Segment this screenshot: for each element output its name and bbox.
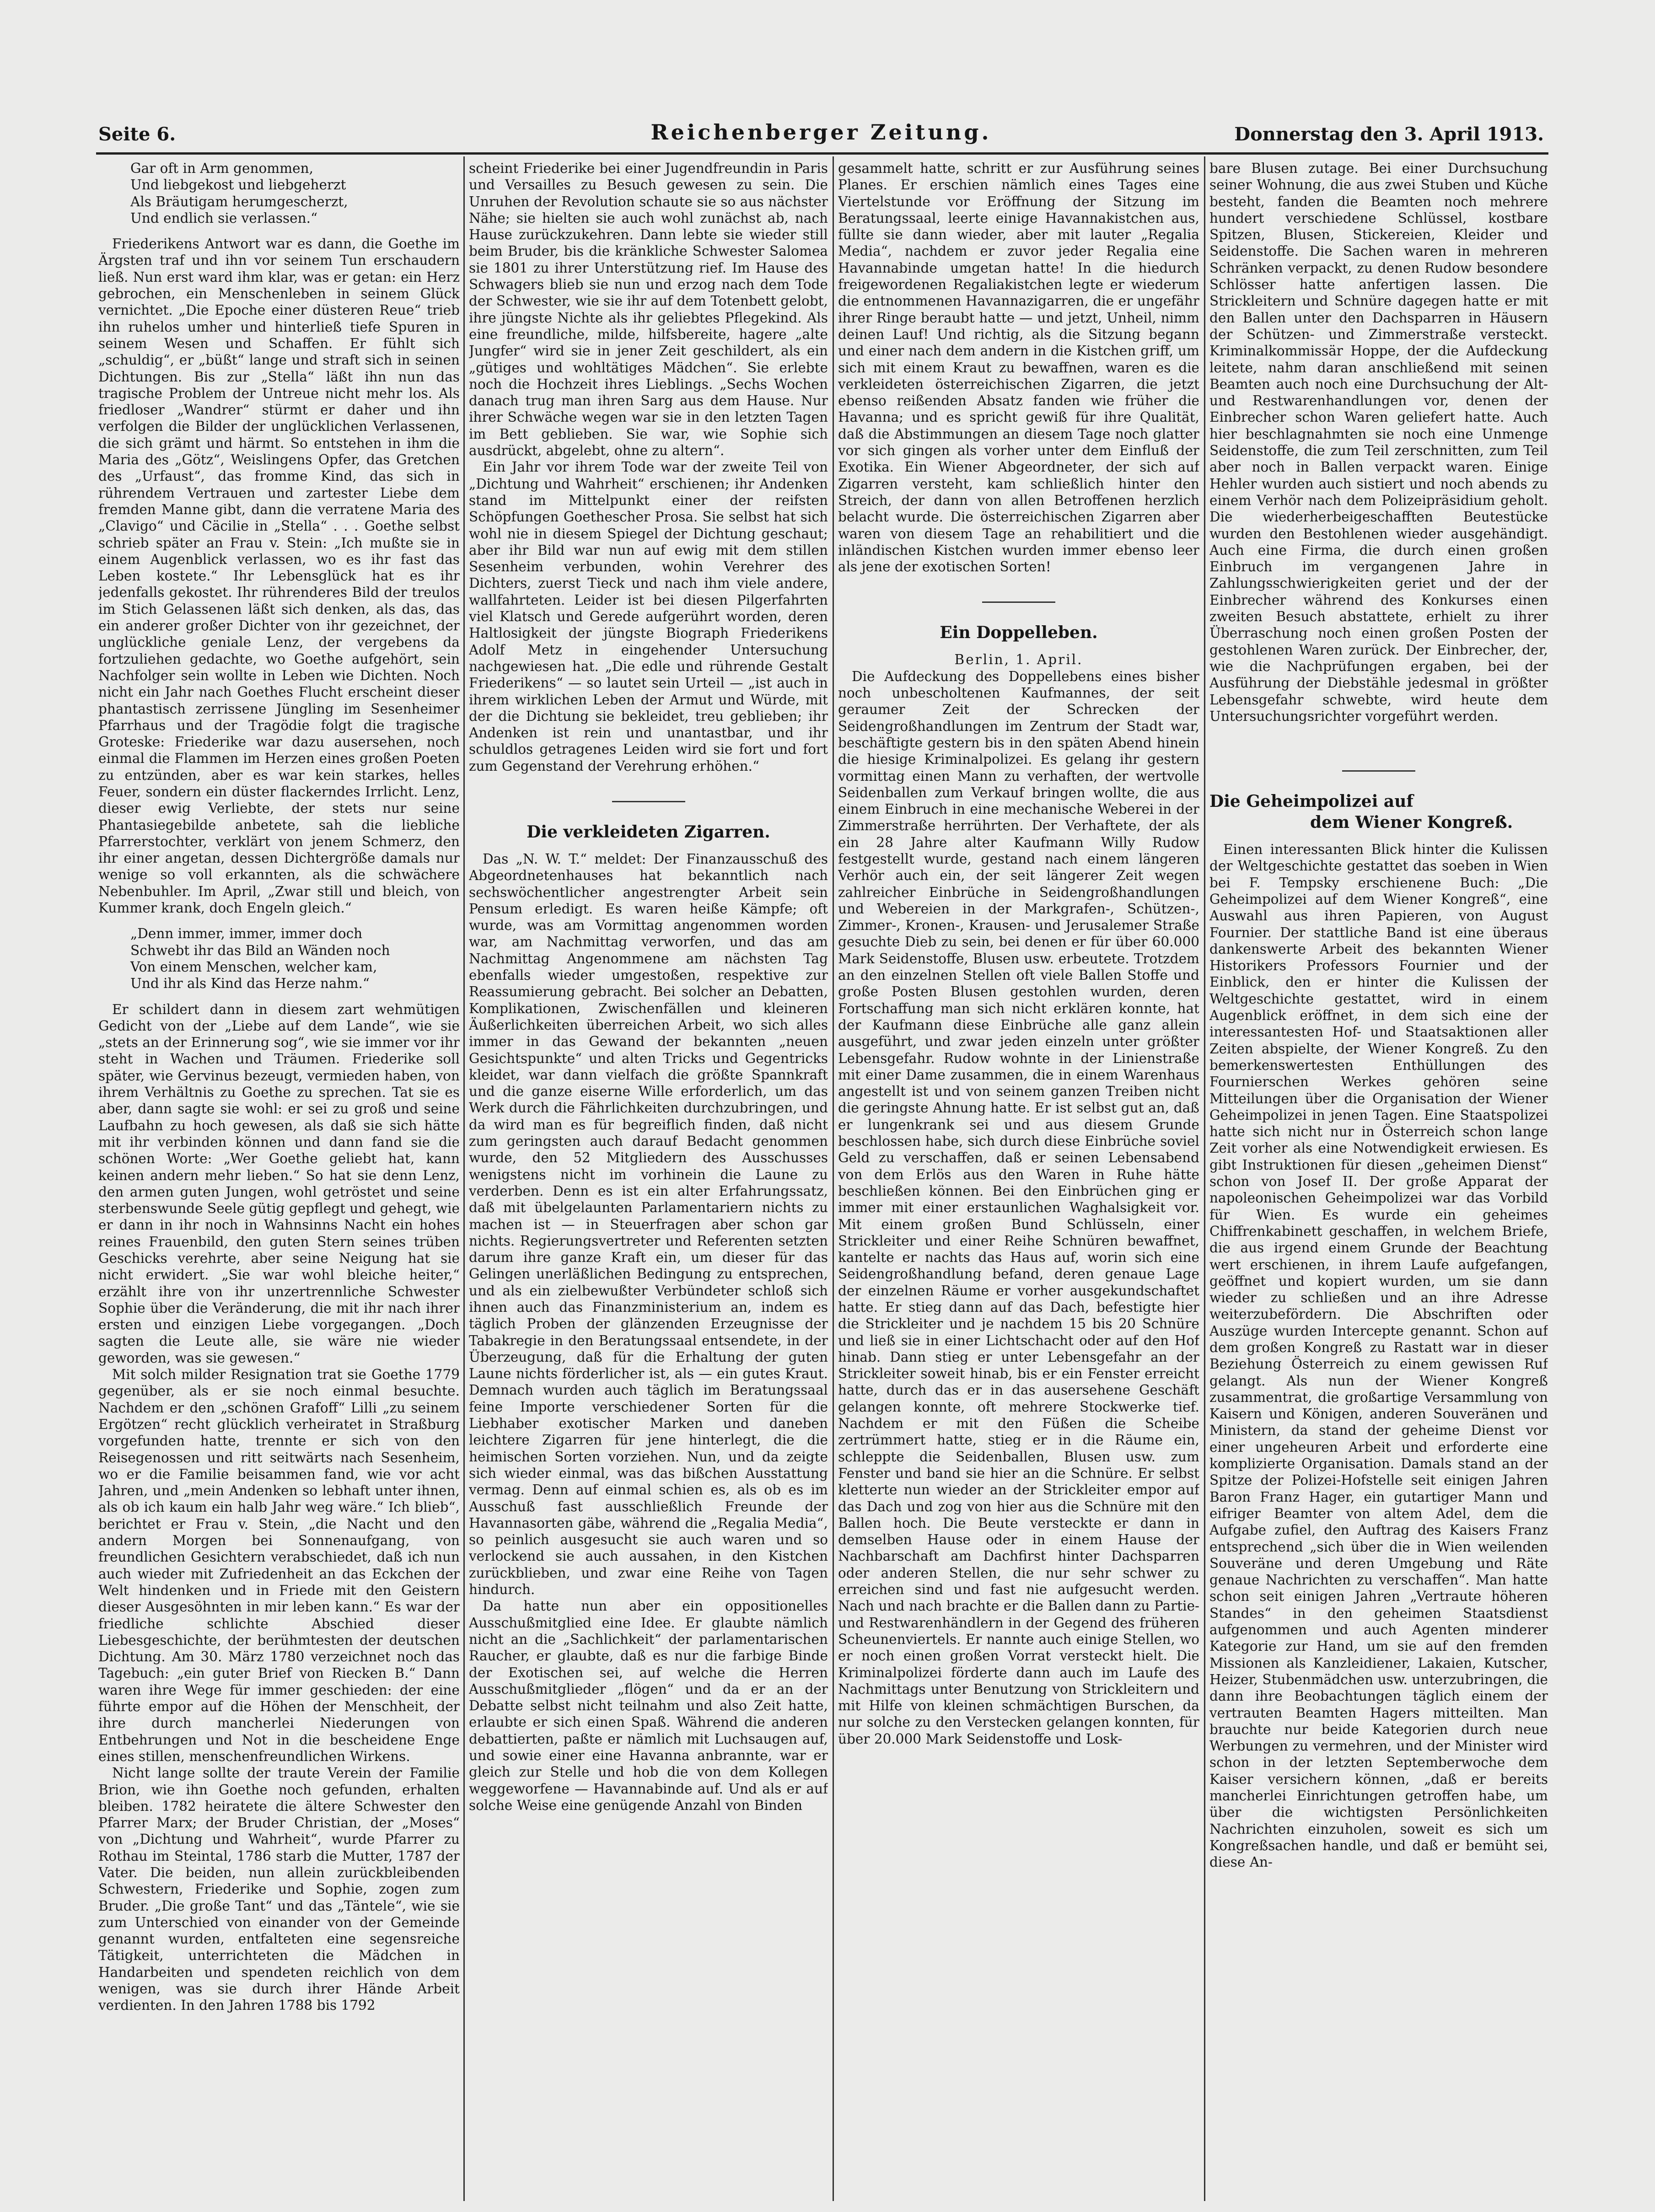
heading-line: Die Geheimpolizei auf [1209, 792, 1413, 811]
dateline: Berlin, 1. April. [954, 652, 1083, 668]
newspaper-title: Reichenberger Zeitung. [650, 120, 992, 145]
paragraph: Mit solch milder Resignation trat sie Goethe 1779 gegenüber, als er sie noch einmal besuchte. Nachdem er den „schönen Grafoff“ Lilli „zu seinem Ergötzen“ recht glücklich verheiratet in Straßburg vorgefunden hatte, trennte er sich von den Reisegenossen und ritt seitwärts nach Sesenheim, wo er die Familie beisammen fand, wie vor acht Jahren, und „mein Andenken so lebhaft unter ihnen, als ob ich kaum ein halb Jahr weg wäre.“ Ich blieb“, berichtet er Frau v. Stein, „die Nacht und den andern Morgen bei Sonnenaufgang, von freundlichen Gesichtern verabschiedet, daß ich nun auch wieder mit Zufriedenheit an das Eckchen der Welt hindenken und in Friede mit den Geistern dieser Ausgesöhnten in mir leben kann.“ Es war der friedliche schlichte Abschied dieser Liebesgeschichte, der berühmtesten der deutschen Dichtung. Am 30. März 1780 verzeichnet noch das Tagebuch: „ein guter Brief von Riecken B.“ Dann waren ihre Wege für immer geschieden: der eine führte empor auf die Höhen der Menschheit, der ihre durch mancherlei Niederungen von Entbehrungen und Not in die bescheidene Enge eines stillen, menschenfreundlichen Wirkens. [98, 1367, 460, 1764]
paragraph: Da hatte nun aber ein oppositionelles Ausschußmitglied eine Idee. Er glaubte nämlich nicht an die „Sachlichkeit“ der parlamentarischen Raucher, er glaubte, daß es nur die farbige Binde der Exotischen sei, auf welche die Herren Ausschußmitglieder „flögen“ und da er an der Debatte selbst nicht teilnahm und also Zeit hatte, erlaubte er sich einen Spaß. Während die anderen debattierten, paßte er nämlich mit Luchsaugen auf, und sowie einer eine Havanna anbrannte, war er gleich zur Stelle und hob die von dem Kollegen weggeworfene — Havannabinde auf. Und als er auf solche Weise eine genügende Anzahl von Binden [469, 1598, 828, 1813]
page-header [98, 120, 1544, 152]
column-divider [463, 156, 465, 2201]
paragraph: Ein Jahr vor ihrem Tode war der zweite Teil von „Dichtung und Wahrheit“ erschienen; ihr Andenken stand im Mittelpunkt einer der reifsten Schöpfungen Goethescher Prosa. Sie selbst hat sich wohl nie in diesem Spiegel der Dichtung geschaut; aber ihr Bild war nun auf ewig mit dem stillen Sesenheim verbunden, wohin Verehrer des Dichters, zuerst Tieck und nach ihm viele andere, wallfahrteten. Leider ist bei diesen Pilgerfahrten viel Klatsch und Gerede aufgerührt worden, deren Haltlosigkeit der jüngste Biograph Friederikens Adolf Metz in eingehender Untersuchung nachgewiesen hat. „Die edle und rührende Gestalt Friederikens“ — so lautet sein Urteil — „ist auch in ihrem wirklichen Leben der Armut und Würde, mit der die Dichtung sie bekleidet, treu geblieben; ihr Andenken ist rein und unantastbar, und ihr schuldlos getragenes Leiden wird sie fort und fort zum Gegenstand der Verehrung erhöhen.“ [469, 459, 828, 774]
paragraph: Nicht lange sollte der traute Verein der Familie Brion, wie ihn Goethe noch gefunden, erhalten bleiben. 1782 heiratete die ältere Schwester den Pfarrer Marx; der Bruder Christian, der „Moses“ von „Dichtung und Wahrheit“, wurde Pfarrer zu Rothau im Steintal, 1786 starb die Mutter, 1787 der Vater. Die beiden, nun allein zurückbleibenden Schwestern, Friederike und Sophie, zogen zum Bruder. „Die große Tant“ und das „Täntele“, wie sie zum Unterschied von einander von der Gemeinde genannt wurden, entfalteten eine segensreiche Tätigkeit, unterrichteten die Mädchen in Handarbeiten und spendeten reichlich von dem wenigen, was sie durch ihrer Hände Arbeit verdienten. In den Jahren 1788 bis 1792 [98, 1765, 460, 2013]
poem-line: Von einem Menschen, welcher kam, [130, 959, 377, 975]
page-number: Seite 6. [98, 123, 176, 145]
paragraph: Einen interessanten Blick hinter die Kulissen der Weltgeschichte gestattet das soeben in Wien bei F. Tempsky erschienene Buch: „Die Geheimpolizei auf dem Wiener Kongreß“, eine Auswahl aus ihren Papieren, von August Fournier. Der stattliche Band ist eine überaus dankenswerte Arbeit des bekannten Wiener Historikers Professors Fournier und der Einblick, den er hinter die Kulissen der Weltgeschichte gestattet, wird in einem Augenblick eröffnet, in dem sich eine der interessantesten Hof- und Staatsaktionen aller Zeiten abspielte, der Wiener Kongreß. Zu den bemerkenswertesten Enthüllungen des Fournierschen Werkes gehören seine Mitteilungen über die Organisation der Wiener Geheimpolizei in jenen Tagen. Eine Staatspolizei hatte sich nicht nur in Österreich schon lange Zeit vorher als eine Notwendigkeit erwiesen. Es gibt Instruktionen für diesen „geheimen Dienst“ schon von Josef II. Der große Apparat der napoleonischen Geheimpolizei war das Vorbild für Wien. Es wurde ein geheimes Chiffrenkabinett geschaffen, in welchem Briefe, die aus irgend einem Grunde der Beachtung wert erschienen, in ihrem Laufe aufgefangen, geöffnet und kopiert wurden, um sie dann wieder zu schließen und an ihre Adresse weiterzubefördern. Die Abschriften oder Auszüge wurden Intercepte genannt. Schon auf dem großen Kongreß zu Rastatt war in dieser Beziehung Österreich zu einem gewissen Ruf gelangt. Als nun der Wiener Kongreß zusammentrat, die großartige Versammlung von Kaisern und Königen, anderen Souveränen und Ministern, da stand der geheime Dienst vor einer ungeheuren Arbeit und erforderte eine komplizierte Organisation. Damals stand an der Spitze der Polizei-Hofstelle seit einigen Jahren Baron Franz Hager, ein gutartiger Mann und eifriger Beamter von altem Adel, dem die Aufgabe zufiel, den Auftrag des Kaisers Franz entsprechend „sich über die in Wien weilenden Souveräne und deren Umgebung und Räte genaue Nachrichten zu verschaffen“. Man hatte schon seit einigen Jahren „Vertraute höheren Standes“ in den geheimen Staatsdienst aufgenommen und auch Agenten minderer Kategorie zur Hand, um sie auf den fremden Missionen als Kanzleidiener, Lakaien, Kutscher, Heizer, Stubenmädchen usw. unterzubringen, die dann ihre Beobachtungen täglich einem der vertrauten Beamten Hagers mitteilten. Man brauchte nur beide Kategorien durch neue Werbungen zu vermehren, und der Minister wird schon in der letzten Septemberwoche dem Kaiser versichern können, „daß er bereits mancherlei Einrichtungen getroffen habe, um über die wichtigsten Persönlichkeiten Nachrichten einzuholen, soweit es sich um Kongreßsachen handle, und daß er bemüht sei, diese An- [1209, 842, 1548, 1870]
poem-line: Gar oft in Arm genommen, [130, 161, 313, 176]
paragraph: gesammelt hatte, schritt er zur Ausführung seines Planes. Er erschien nämlich eines Tages eine Viertelstunde vor Eröffnung der Sitzung im Beratungssaal, leerte einige Havannakistchen aus, füllte sie dann wieder, aber mit lauter „Regalia Media“, nachdem er zuvor jeder Regalia eine Havannabinde umgetan hatte! In die hiedurch freigewordenen Regaliakistchen legte er wiederum die entnommenen Havannazigarren, die er ungefähr ihrer Ringe beraubt hatte — und jetzt, Unheil, nimm deinen Lauf! Und richtig, als die Sitzung begann und einer nach dem andern in die Kistchen griff, um sich mit einem Kraut zu bewaffnen, waren es die verkleideten österreichischen Zigarren, die jetzt ebenso reißenden Absatz fanden wie früher die Havanna; und es spricht gewiß für ihre Qualität, daß die Abstimmungen an diesem Tage noch glatter vor sich gingen als vorher unter dem Einfluß der Exotika. Ein Wiener Abgeordneter, der sich auf Zigarren versteht, kam schließlich hinter den Streich, der dann von allen Betroffenen herzlich belacht wurde. Die österreichischen Zigarren aber waren von diesem Tage an rehabilitiert und die inländischen Kistchen wurden immer ebenso leer als jene der exotischen Sorten! [838, 161, 1199, 575]
article-separator [612, 801, 685, 802]
paragraph: Er schildert dann in diesem zart wehmütigen Gedicht von der „Liebe auf dem Lande“, wie sie „stets an der Erinnerung sog“, wie sie immer vor ihr steht in Wachen und Träumen. Friederike soll später, wie Gervinus bezeugt, vermieden haben, von ihrem Verhältnis zu Goethe zu sprechen. Tat sie es aber, dann sagte sie wohl: er sei zu groß und seine Laufbahn zu hoch gewesen, als daß sie sich hätte mit ihr verbinden können und dann fand sie die schönen Worte: „Wer Goethe geliebt hat, kann keinen andern mehr lieben.“ So hat sie denn Lenz, den armen guten Jungen, wohl getröstet und seine sterbenswunde Seele gütig gepflegt und gehegt, wie er dann in ihr noch in Wahnsinns Nacht ein hohes reines Frauenbild, den guten Stern seines trüben Geschicks verehrte, aber seine Neigung hat sie nicht erwidert. „Sie war wohl bleiche heiter,“ erzählt ihre von ihr unzertrennliche Schwester Sophie über die Veränderung, die mit ihr nach ihrer ersten und einzigen Liebe vorgegangen. „Doch sagten die Leute alle, sie wäre nie wieder geworden, was sie gewesen.“ [98, 1001, 460, 1366]
poem-stanza [130, 925, 460, 992]
article-heading: Ein Doppelleben. [940, 623, 1098, 643]
column-divider [833, 156, 834, 2201]
article-heading: Die verkleideten Zigarren. [527, 822, 770, 842]
poem-line: Und ihr als Kind das Herze nahm.“ [130, 976, 370, 992]
article-separator [982, 601, 1055, 603]
poem-line: Schwebt ihr das Bild an Wänden noch [130, 942, 390, 958]
poem-stanza [130, 160, 460, 226]
poem-line: „Denn immer, immer, immer doch [130, 926, 363, 942]
header-rule [96, 152, 1548, 155]
poem-line: Und endlich sie verlassen.“ [130, 210, 318, 226]
heading-line: dem Wiener Kongreß. [1310, 813, 1513, 832]
column-1 [98, 160, 460, 2200]
paragraph: bare Blusen zutage. Bei einer Durchsuchung seiner Wohnung, die aus zwei Stuben und Küche besteht, fanden die Beamten noch mehrere hundert verschiedene Schlüssel, kostbare Spitzen, Blusen, Stickereien, Kleider und Seidenstoffe. Die Sachen waren in mehreren Schränken verpackt, zu denen Rudow besondere Schlösser hatte anfertigen lassen. Die Strickleitern und Schnüre dagegen hatte er mit den Ballen unter den Dachsparren in Häusern der Schützen- und Zimmerstraße versteckt. Kriminalkommissär Hoppe, der die Aufdeckung leitete, nahm daran anschließend mit seinen Beamten auch noch eine Durchsuchung der Alt- und Restwarenhandlungen vor, denen der Einbrecher schon Waren geliefert hatte. Auch hier beschlagnahmten sie noch eine Unmenge Seidenstoffe, die zum Teil zerschnitten, zum Teil aber noch in Ballen verpackt waren. Einige Hehler wurden auch sistiert und noch abends zu einem Verhör nach dem Polizeipräsidium geholt. Die wiederherbeigeschafften Beutestücke wurden den Bestohlenen wieder ausgehändigt. Auch eine Firma, die durch einen großen Einbruch im vergangenen Jahre in Zahlungsschwierigkeiten geriet und der der Einbrecher während des Konkurses einen zweiten Besuch abstattete, erhielt zu ihrer Überraschung noch einen großen Posten der gestohlenen Waren zurück. Der Einbrecher, der, wie die Nachprüfungen ergaben, bei der Ausführung der Diebstähle jedesmal in größter Lebensgefahr schwebte, wird heute dem Untersuchungsrichter vorgeführt werden. [1209, 161, 1548, 724]
column-divider [1204, 156, 1205, 2201]
paragraph: Friederikens Antwort war es dann, die Goethe im Ärgsten traf und ihn vor seinem Tun erschaudern ließ. Nun erst ward ihm klar, was er getan: ein Herz gebrochen, ein Menschenleben in seinem Glück vernichtet. „Die Epoche einer düsteren Reue“ trieb ihn ruhelos umher und hinterließ tiefe Spuren in seinem Wesen und Schaffen. Er fühlt sich „schuldig“, er „büßt“ lange und straft sich in seinen Dichtungen. Bis zur „Stella“ läßt ihn nun das tragische Problem der Untreue nicht mehr los. Als friedloser „Wandrer“ stürmt er daher und ihn verfolgen die Bilder der unglücklichen Verlassenen, die sich grämt und härmt. So entstehen in ihm die Maria des „Götz“, Weislingens Opfer, das Gretchen des „Urfaust“, das fromme Kind, das sich in rührendem Vertrauen und zartester Liebe dem fremden Manne gibt, dann die verratene Maria des „Clavigo“ und Cäcilie in „Stella“ . . . Goethe selbst schrieb später an Frau v. Stein: „Ich mußte sie in einem Augenblick verlassen, wo es ihr fast das Leben kostete.“ Ihr Lebensglück hat es ihr jedenfalls gekostet. Ihr rührenderes Bild der treulos im Stich Gelassenen läßt sich denken, als das, das ein anderer großer Dichter von ihr gezeichnet, der unglückliche geniale Lenz, der vergebens da fortzuliehen gedachte, wo Goethe aufgehört, sein Nachfolger sein wollte in Leben wie Dichten. Noch nicht ein Jahr nach Goethes Flucht erscheint dieser phantastisch zerrissene Jüngling im Sesenheimer Pfarrhaus und der Tragödie folgt die tragische Groteske: Friederike war dazu ausersehen, noch einmal die Flammen im Herzen eines großen Poeten zu entzünden, aber es war kein starkes, helles Feuer, sondern ein düster flackerndes Irrlicht. Lenz, dieser ewig Verliebte, der stets nur seine Phantasiegebilde anbetete, sah die liebliche Pfarrerstochter, verklärt von jenem Schmerz, den ihr einer angetan, dessen Dichtergröße damals nur wenige so voll erkannten, als die schwächere Nebenbuhler. Im April, „Zwar still und bleich, von Kummer krank, doch Engeln gleich.“ [98, 236, 460, 916]
paragraph: Die Aufdeckung des Doppellebens eines bisher noch unbescholtenen Kaufmannes, der seit geraumer Zeit der Schrecken der Seidengroßhandlungen im Zentrum der Stadt war, beschäftigte gestern bis in den späten Abend hinein die hiesige Kriminalpolizei. Es gelang ihr gestern vormittag einen Mann zu verhaften, der wertvolle Seidenballen zum Verkauf bringen wollte, die aus einem Einbruch in eine mechanische Weberei in der Zimmerstraße herrührten. Der Verhaftete, der als ein 28 Jahre alter Kaufmann Willy Rudow festgestellt wurde, gestand nach einem längeren Verhör auch ein, der seit längerer Zeit wegen zahlreicher Einbrüche in Seidengroßhandlungen und Webereien in der Markgrafen-, Schützen-, Zimmer-, Kronen-, Krausen- und Jerusalemer Straße gesuchte Dieb zu sein, bei denen er für über 60.000 Mark Seidenstoffe, Blusen usw. erbeutete. Trotzdem an den einzelnen Stellen oft viele Ballen Stoffe und große Posten Blusen gestohlen wurden, deren Fortschaffung man sich nicht erklären konnte, hat der Kaufmann diese Einbrüche alle ganz allein ausgeführt, und zwar jeden einzeln unter größter Lebensgefahr. Rudow wohnte in der Linienstraße mit einer Dame zusammen, die in einem Warenhaus angestellt ist und von seinem ganzen Treiben nicht die geringste Ahnung hatte. Er ist selbst gut an, daß er lungenkrank sei und aus diesem Grunde beschlossen habe, sich durch diese Einbrüche soviel Geld zu verschaffen, daß er seinen Lebensabend von dem Erlös aus den Waren in Ruhe hätte beschließen können. Bei den Einbrüchen ging er immer mit einer erstaunlichen Waghalsigkeit vor. Mit einem großen Bund Schlüsseln, einer Strickleiter und einer Reihe Schnüren bewaffnet, kantelte er nachts das Haus auf, worin sich eine Seidengroßhandlung befand, deren genaue Lage der einzelnen Räume er vorher ausgekundschaftet hatte. Er stieg dann auf das Dach, befestigte hier die Strickleiter und je nachdem 15 bis 20 Schnüre und ließ sie in einer Lichtschacht oder auf den Hof hinab. Dann stieg er unter Lebensgefahr an der Strickleiter soweit hinab, bis er ein Fenster erreicht hatte, durch das er in das ausersehene Geschäft gelangen konnte, oft mehrere Stockwerke tief. Nachdem er mit den Füßen die Scheibe zertrümmert hatte, stieg er in die Räume ein, schleppte die Seidenballen, Blusen usw. zum Fenster und band sie hier an die Schnüre. Er selbst kletterte nun wieder an der Strickleiter empor auf das Dach und zog von hier aus die Schnüre mit den Ballen hoch. Die Beute versteckte er dann in demselben Hause oder in einem Hause der Nachbarschaft am Dachfirst hinter Dachsparren oder anderen Stellen, die nur sehr schwer zu erreichen sind und fast nie aufgesucht werden. Nach und nach brachte er die Ballen dann zu Partie- und Restwarenhändlern in der Gegend des früheren Scheunenviertels. Er nannte auch einige Stellen, wo er noch einen großen Vorrat versteckt hielt. Die Kriminalpolizei förderte dann auch im Laufe des Nachmittags unter Benutzung von Strickleitern und mit Hilfe von kleinen schmächtigen Burschen, da nur solche zu den Verstecken gelangen konnten, für über 20.000 Mark Seidenstoffe und Losk- [838, 668, 1199, 1747]
issue-date: Donnerstag den 3. April 1913. [1234, 123, 1544, 145]
paragraph: Das „N. W. T.“ meldet: Der Finanzausschuß des Abgeordnetenhauses hat bekanntlich nach sechswöchentlicher angestrengter Arbeit sein Pensum erledigt. Es waren heiße Kämpfe; oft wurde, was am Vormittag angenommen worden war, am Nachmittag verworfen, und das am Nachmittag Angenommene am nächsten Tag ebenfalls wieder umgestoßen, respektive zur Reassumierung gebracht. Bei solcher an Debatten, Komplikationen, Zwischenfällen und kleineren Äußerlichkeiten überreichen Arbeit, wo sich alles immer in das Gewand der bekannten „neuen Gesichtspunkte“ und alten Tricks und Gegentricks kleidet, war dann vielfach die größte Spannkraft und die ganze eiserne Wille erforderlich, um das Werk durch die Fährlichkeiten durchzubringen, und da wird man es für begreiflich finden, daß nicht zum geringsten auch darauf Bedacht genommen wurde, den 52 Mitgliedern des Ausschusses wenigstens nicht im vorhinein die Laune zu verderben. Denn es ist ein alter Erfahrungssatz, daß mit übelgelaunten Parlamentariern nichts zu machen ist — in Steuerfragen aber schon gar nichts. Regierungsvertreter und Referenten setzten darum ihre ganze Kraft ein, um dieser für das Gelingen unerläßlichen Bedingung zu entsprechen, und als ein zielbewußter Verbündeter schloß sich ihnen auch das Finanzministerium an, indem es täglich Proben der glänzenden Erzeugnisse der Tabakregie in den Beratungssaal entsendete, in der Überzeugung, daß für die Erhaltung der guten Laune nichts förderlicher ist, als — ein gutes Kraut. Demnach wurden auch täglich im Beratungssaal feine Importe verschiedener Sorten für die Liebhaber exotischer Marken und daneben leichtere Zigarren für jene hinterlegt, die die heimischen Sorten vorziehen. Nun, und da zeigte sich wieder einmal, was das bißchen Ausstattung vermag. Denn auf einmal schien es, als ob es im Ausschuß fast ausschließlich Freunde der Havannasorten gäbe, während die „Regalia Media“, so peinlich ausgesucht sie auch waren und so verlockend sie auch aussahen, in den Kistchen zurückblieben, und zwar eine Reihe von Tagen hindurch. [469, 851, 828, 1598]
column-2 [469, 160, 828, 2200]
column-4 [1209, 160, 1548, 2200]
article-heading [1209, 791, 1548, 833]
poem-line: Als Bräutigam herumgescherzt, [130, 193, 348, 209]
column-3 [838, 160, 1199, 2200]
poem-line: Und liebgekost und liebgeherzt [130, 177, 346, 193]
article-separator [1342, 770, 1415, 772]
paragraph: scheint Friederike bei einer Jugendfreundin in Paris und Versailles zu Besuch gewesen zu sein. Die Unruhen der Revolution schaute sie so aus nächster Nähe; sie hielten sie auch wohl zunächst ab, nach Hause zurückzukehren. Dann lebte sie wieder still beim Bruder, bis die kränkliche Schwester Salomea sie 1801 zu ihrer Unterstützung rief. Im Hause des Schwagers blieb sie nun und erzog nach dem Tode der Schwester, wie sie ihr auf dem Totenbett gelobt, ihre jüngste Nichte als ihr geliebtes Pflegekind. Als eine freundliche, milde, hilfsbereite, hagere „alte Jungfer“ wird sie in jener Zeit geschildert, als ein „gütiges und wohltätiges Mädchen“. Sie erlebte noch die Hochzeit ihres Lieblings. „Sechs Wochen danach trug man ihren Sarg aus dem Hause. Nur ihrer Schwäche wegen war sie in den letzten Tagen im Bett geblieben. Sie war, wie Sophie sich ausdrückt, abgelebt, ohne zu altern“. [469, 161, 828, 459]
